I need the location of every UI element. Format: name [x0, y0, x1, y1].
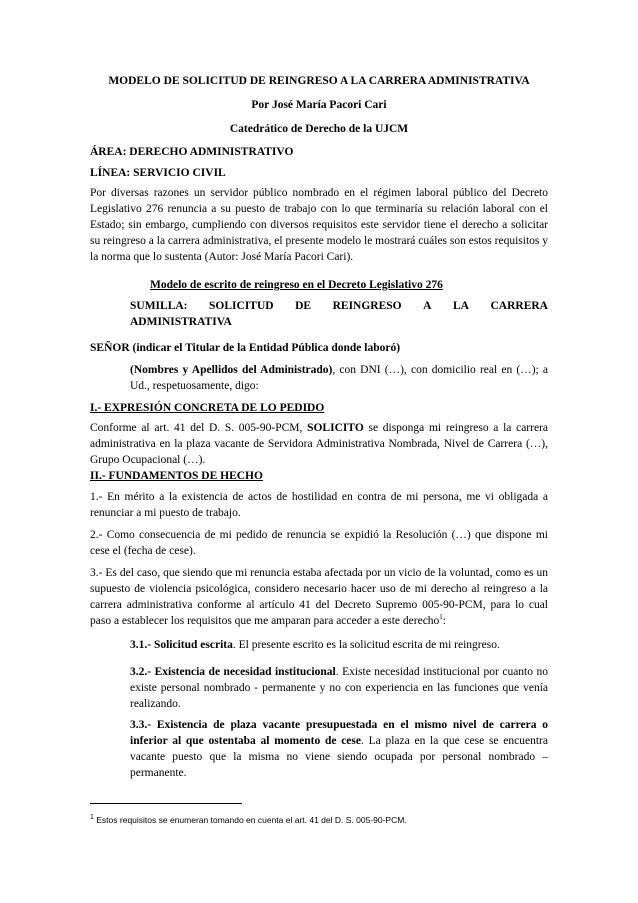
- footnote-text: Estos requisitos se enumeran tomando en cuenta el art. 41 del D. S. 005-90-PCM.: [93, 815, 407, 825]
- section1-heading: I.- EXPRESIÓN CONCRETA DE LO PEDIDO: [90, 402, 325, 414]
- sumilla-word: REINGRESO: [332, 300, 402, 312]
- sumilla-block: [130, 298, 548, 330]
- sumilla-word: CARRERA: [490, 300, 548, 312]
- doc-title: MODELO DE SOLICITUD DE REINGRESO A LA CARRERA ADMINISTRATIVA: [108, 75, 530, 87]
- footnote-number: 1: [90, 814, 94, 822]
- sumilla-line2: ADMINISTRATIVA: [130, 316, 232, 328]
- intro-paragraph: Por diversas razones un servidor público nombrado en el régimen laboral público del Decreto Legislativo 276 renuncia a su puesto de trabajo con lo que terminaría su relación laboral con el Estado; sin embargo, cumpliendo con diversos requisitos este servidor tiene el derecho a solicitar su reingreso a la carrera administrativa, el presente modelo le mostrará cuáles son estos requisitos y la norma que lo sustenta (Autor: José María Pacori Cari).: [90, 187, 548, 263]
- requirement-3: [130, 717, 548, 781]
- administrado-text: , con DNI (…), con domicilio real en (…); a Ud., respetuosamente, digo:: [130, 364, 548, 392]
- requirement-2-title: 3.2.- Existencia de necesidad institucional: [130, 666, 336, 678]
- footnote: [90, 815, 407, 825]
- solicito-keyword: SOLICITO: [307, 422, 364, 434]
- section2-heading: II.- FUNDAMENTOS DE HECHO: [90, 470, 263, 482]
- administrado-paragraph: [130, 362, 548, 394]
- doc-author-role: Catedrático de Derecho de la UJCM: [229, 123, 409, 135]
- section1-text-post: se disponga mi reingreso a la carrera administrativa en la plaza vacante de Servidora Administrativa Nombrada, Nivel de Carrera (…), Grupo Ocupacional (…).: [90, 422, 549, 466]
- footnote-divider: [90, 803, 242, 804]
- senor-line: SEÑOR (indicar el Titular de la Entidad Pública donde laboró): [90, 342, 401, 354]
- section1-paragraph: [90, 420, 548, 468]
- linea-label: LÍNEA: SERVICIO CIVIL: [90, 167, 226, 179]
- fact-3-text: 3.- Es del caso, que siendo que mi renuncia estaba afectada por un vicio de la voluntad, como es un supuesto de violencia psicológica, considero necesario hacer uso de mi derecho al reingreso a la carrera administrativa conforme al artículo 41 del Decreto Supremo 005-90-PCM, para lo cual paso a establecer los requisitos que me amparan para acceder a este derecho: [90, 567, 548, 627]
- requirement-2-text: . Existe necesidad institucional por cuanto no existe personal nombrado - permanente y no con experiencia en las funciones que venía realizando.: [130, 666, 548, 710]
- fact-3-end: :: [442, 615, 446, 627]
- sumilla-line1: [130, 298, 548, 314]
- sumilla-word: A: [423, 300, 432, 312]
- sumilla-word: LA: [452, 300, 469, 312]
- sumilla-word: SUMILLA:: [130, 300, 188, 312]
- footnote-ref[interactable]: 1: [439, 613, 443, 622]
- requirement-1: [130, 637, 548, 653]
- sumilla-word: SOLICITUD: [209, 300, 274, 312]
- doc-author: Por José María Pacori Cari: [251, 99, 387, 111]
- administrado-name: (Nombres y Apellidos del Administrado): [130, 364, 333, 376]
- fact-3: [90, 565, 548, 629]
- requirement-3-text: . La plaza en la que cese se encuentra vacante puesto que la misma no viene siendo ocupada por personal nombrado – permanente.: [130, 735, 548, 779]
- sumilla-word: DE: [295, 300, 312, 312]
- requirement-1-text: . El presente escrito es la solicitud escrita de mi reingreso.: [232, 639, 500, 651]
- area-label: ÁREA: DERECHO ADMINISTRATIVO: [90, 146, 294, 158]
- requirement-1-title: 3.1.- Solicitud escrita: [130, 639, 233, 651]
- section1-text-pre: Conforme al art. 41 del D. S. 005-90-PCM,: [90, 422, 308, 434]
- requirement-2: [130, 664, 548, 712]
- fact-2: 2.- Como consecuencia de mi pedido de renuncia se expidió la Resolución (…) que dispone mi cese el (fecha de cese).: [90, 529, 548, 557]
- model-heading: Modelo de escrito de reingreso en el Decreto Legislativo 276: [150, 279, 443, 291]
- fact-1: 1.- En mérito a la existencia de actos de hostilidad en contra de mi persona, me vi obligada a renunciar a mi puesto de trabajo.: [90, 491, 548, 519]
- requirement-3-title: 3.3.- Existencia de plaza vacante presupuestada en el mismo nivel de carrera o inferior al que ostentaba al momento de cese: [130, 719, 548, 747]
